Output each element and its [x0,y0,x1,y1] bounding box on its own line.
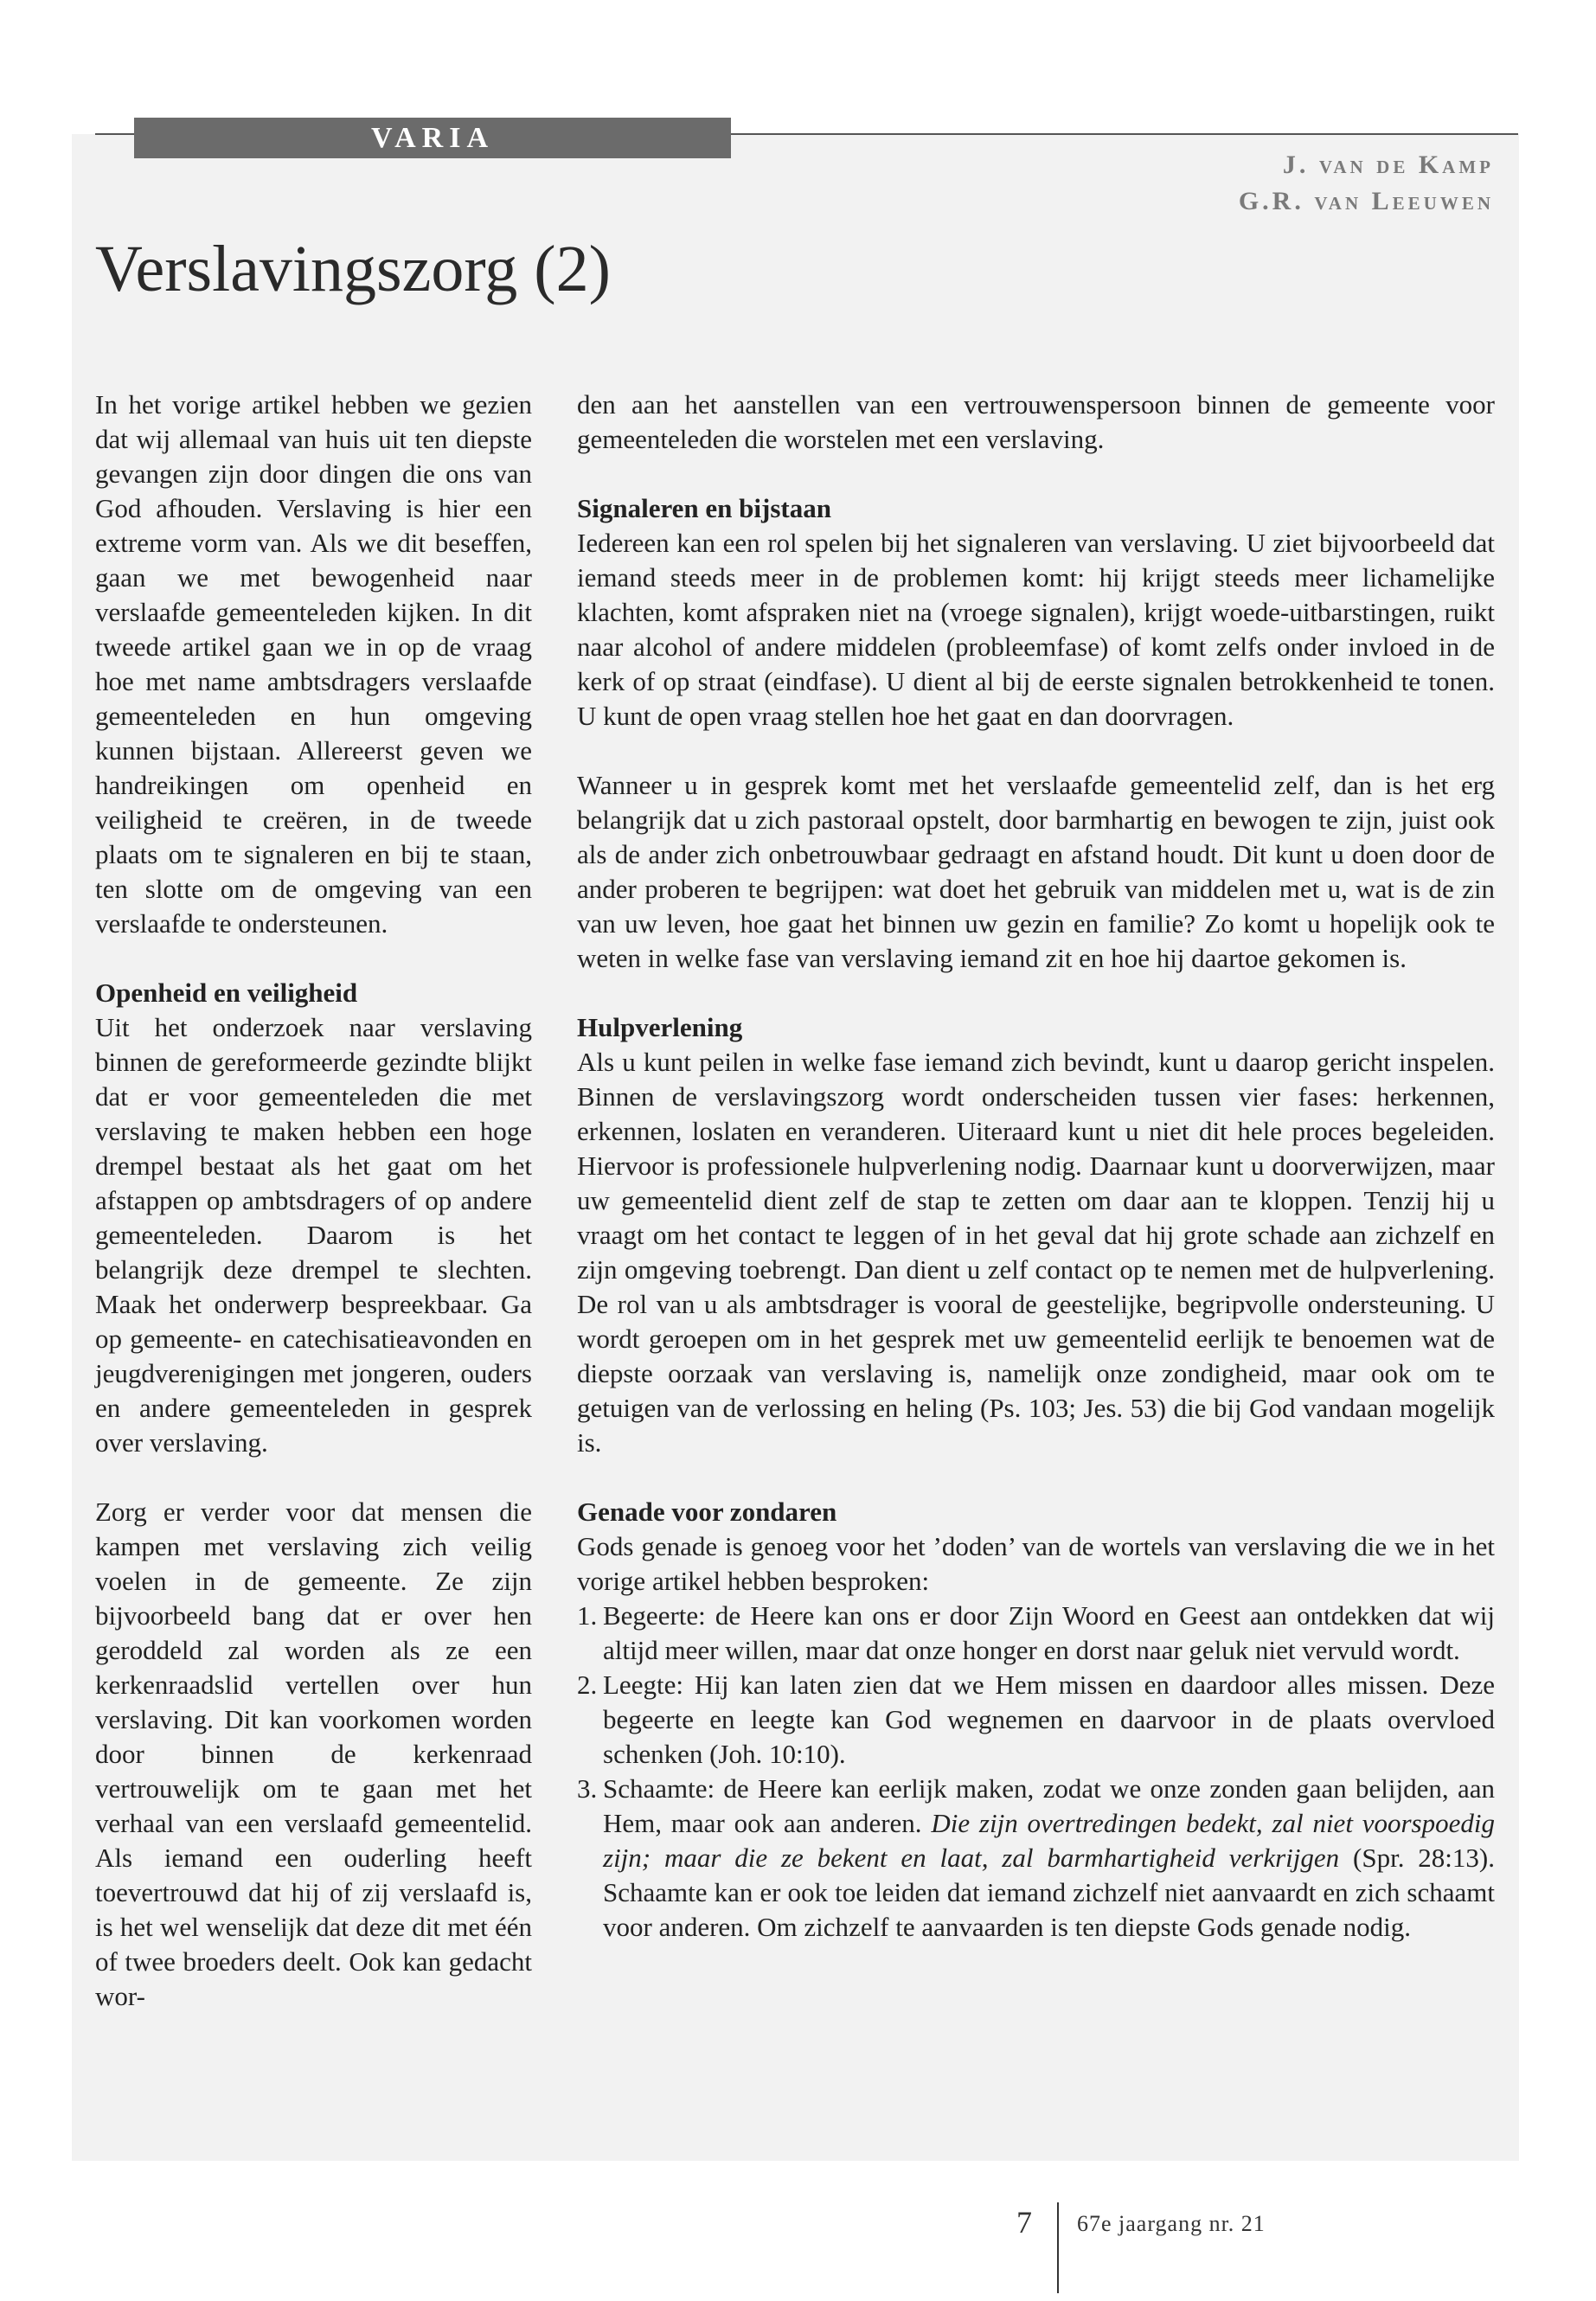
section-heading: Genade voor zondaren [577,1497,837,1527]
paragraph: Als u kunt peilen in welke fase iemand zich bevindt, kunt u daarop gericht inspelen. Binnen de verslavingszorg wordt onderscheiden tussen vier fases: herkennen, erkennen, loslaten en veranderen. Uiteraard kunt u niet dit hele proces begeleiden. Hiervoor is professionele hulpverlening nodig. Daarnaar kunt u doorverwijzen, maar uw gemeentelid dient zelf de stap te zetten om daar aan te kloppen. Tenzij hij u vraagt om het contact te leggen of in het geval dat hij grote schade aan zichzelf en zijn omgeving toebrengt. Dan dient u zelf contact op te nemen met de hulpverlening. De rol van u als ambtsdrager is vooral de geestelijke, begripvolle ondersteuning. U wordt geroepen om in het gesprek met uw gemeentelid eerlijk te benoemen wat de diepste oorzaak van verslaving is, namelijk onze zondigheid, maar ook om te getuigen van de verlossing en heling (Ps. 103; Jes. 53) die bij God vandaan mogelijk is. [577,1047,1495,1458]
list-text: Begeerte: de Heere kan ons er door Zijn Woord en Geest aan ontdekken dat wij altijd meer willen, maar dat onze honger en dorst naar geluk niet vervuld wordt. [603,1600,1495,1665]
paragraph: Iedereen kan een rol spelen bij het signaleren van verslaving. U ziet bijvoorbeeld dat iemand steeds meer in de problemen komt: hij krijgt steeds meer lichamelijke klachten, komt afspraken niet na (vroege signalen), krijgt woede-uitbarstingen, ruikt naar alcohol of andere middelen (probleemfase) of komt zelfs onder invloed in de kerk of op straat (eindfase). U dient al bij de eerste signalen betrokkenheid te tonen. U kunt de open vraag stellen hoe het gaat en dan doorvragen. [577,528,1495,731]
paragraph: Uit het onderzoek naar verslaving binnen de gereformeerde gezindte blijkt dat er voor gemeenteleden die met verslaving te maken hebben een hoge drempel bestaat als het gaat om het afstappen op ambtsdragers of op andere gemeenteleden. Daarom is het belangrijk deze drempel te slechten. Maak het onderwerp bespreekbaar. Ga op gemeente- en catechisatieavonden en jeugdverenigingen met jongeren, ouders en andere gemeenteleden in gesprek over verslaving. [95,1012,532,1458]
bible-quote: Die zijn overtredingen bedekt, zal niet voorspoedig zijn; maar die ze bekent en laat, zal barmhartigheid verkrijgen [603,1808,1495,1873]
list-item [577,1599,1495,1668]
paragraph: In het vorige artikel hebben we gezien dat wij allemaal van huis uit ten diepste gevangen zijn door dingen die ons van God afhouden. Verslaving is hier een extreme vorm van. Als we dit beseffen, gaan we met bewogenheid naar verslaafde gemeenteleden kijken. In dit tweede artikel gaan we in op de vraag hoe met name ambtsdragers verslaafde gemeenteleden en hun omgeving kunnen bijstaan. Allereerst geven we handreikingen om openheid en veiligheid te creëren, in de tweede plaats om te signaleren en bij te staan, ten slotte om de omgeving van een verslaafde te ondersteunen. [95,389,532,939]
author-name: G.R. van Leeuwen [1238,187,1494,215]
header-rule-left [95,133,134,135]
paragraph: Gods genade is genoeg voor het ’doden’ van de wortels van verslaving die we in het vorige artikel hebben besproken: [577,1531,1495,1596]
author-block [1239,147,1494,220]
issue-label: 67e jaargang nr. 21 [1077,2211,1266,2236]
list-text: (Spr. 28:13). Schaamte kan er ook toe leiden dat iemand zichzelf niet aanvaardt en zich schaamt voor anderen. Om zichzelf te aanvaarden is ten diepste Gods genade nodig. [603,1843,1495,1942]
list-number: 3. [577,1773,598,1804]
list-text: Leegte: Hij kan laten zien dat we Hem missen en daardoor alles missen. Deze begeerte en leegte kan God wegnemen en daarvoor in de plaats overvloed schenken (Joh. 10:10). [603,1670,1495,1769]
paragraph: den aan het aanstellen van een vertrouwenspersoon binnen de gemeente voor gemeenteleden die worstelen met een verslaving. [577,389,1495,454]
page-number: 7 [1016,2205,1032,2240]
section-heading: Hulpverlening [577,1012,743,1042]
paragraph: Zorg er verder voor dat mensen die kampen met verslaving zich veilig voelen in de gemeente. Ze zijn bijvoorbeeld bang dat er over hen geroddeld zal worden als ze een kerkenraadslid vertellen over hun verslaving. Dit kan voorkomen worden door binnen de kerkenraad vertrouwelijk om te gaan met het verhaal van een verslaafd gemeentelid. Als iemand een ouderling heeft toevertrouwd dat hij of zij verslaafd is, is het wel wenselijk dat deze dit met één of twee broeders deelt. Ook kan gedacht wor- [95,1497,532,2011]
right-column [577,388,1495,1945]
section-label: VARIA [134,118,731,158]
article-title: Verslavingszorg (2) [95,233,611,305]
list-number: 1. [577,1600,598,1631]
header-rule-right [731,133,1518,135]
list-item [577,1668,1495,1772]
footer-divider [1057,2202,1059,2293]
section-heading: Openheid en veiligheid [95,977,358,1008]
author-name: J. van de Kamp [1282,151,1494,179]
section-heading: Signaleren en bijstaan [577,493,831,523]
numbered-list [577,1599,1495,1945]
left-column [95,388,532,2014]
list-number: 2. [577,1670,598,1700]
list-item [577,1772,1495,1945]
paragraph: Wanneer u in gesprek komt met het verslaafde gemeentelid zelf, dan is het erg belangrijk dat u zich pastoraal opstelt, door barmhartig en bewogen te zijn, juist ook als de ander zich onbetrouwbaar gedraagt en afstand houdt. Dit kunt u doen door de ander proberen te begrijpen: wat doet het gebruik van middelen met u, wat is de zin van uw leven, hoe gaat het binnen uw gezin en familie? Zo komt u hopelijk ook te weten in welke fase van verslaving iemand zit en hoe hij daartoe gekomen is. [577,770,1495,973]
list-text: Schaamte: de Heere kan eerlijk maken, zodat we onze zonden gaan belijden, aan Hem, maar ook aan anderen. [603,1773,1495,1838]
